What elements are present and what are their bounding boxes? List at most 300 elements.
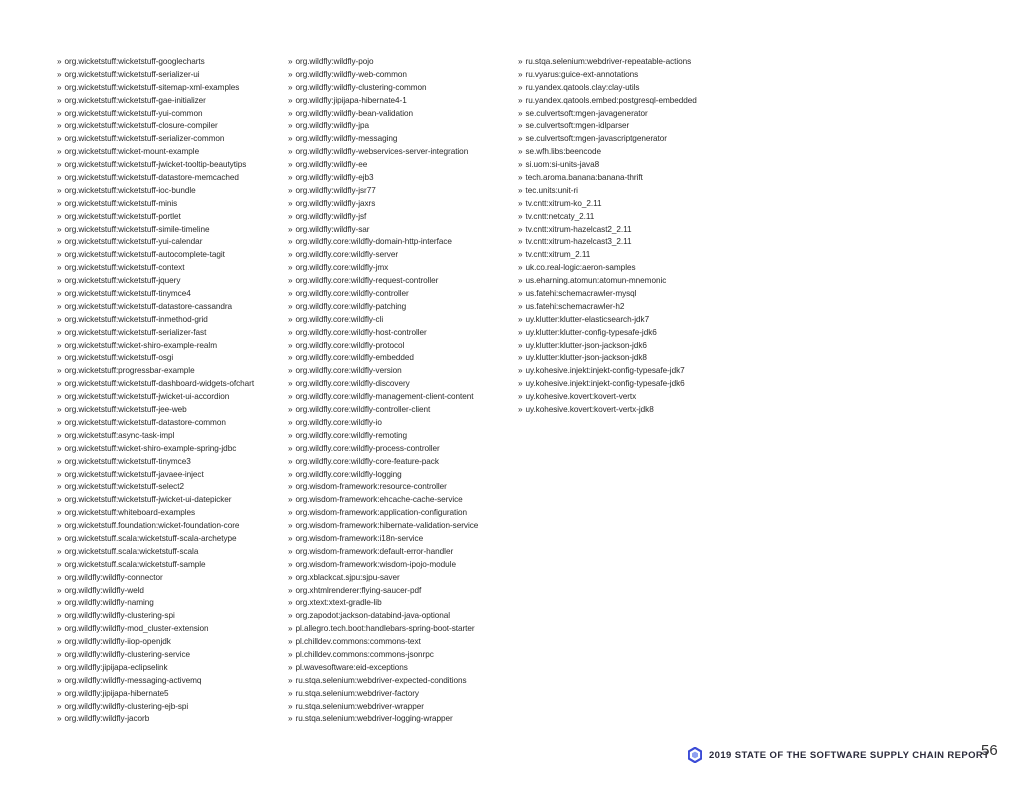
artifact-name: se.culvertsoft:mgen-javagenerator — [525, 108, 648, 118]
artifact-name: org.wisdom-framework:application-configuration — [295, 508, 468, 518]
artifact-list-item — [288, 469, 478, 482]
artifact-list-item — [288, 133, 478, 146]
bullet-icon: » — [288, 82, 293, 92]
bullet-icon: » — [288, 353, 293, 363]
artifact-name: uy.klutter:klutter-json-jackson-jdk8 — [525, 353, 647, 363]
artifact-name: org.wildfly:wildfly-jaxrs — [295, 198, 376, 208]
artifact-list-item — [288, 559, 478, 572]
bullet-icon: » — [288, 185, 293, 195]
artifact-list-item — [288, 69, 478, 82]
bullet-icon: » — [57, 263, 62, 273]
artifact-name: org.wicketstuff:wicketstuff-serializer-fast — [64, 327, 207, 337]
bullet-icon: » — [288, 405, 293, 415]
artifact-name: org.wildfly.core:wildfly-remoting — [295, 430, 408, 440]
artifact-list-item — [518, 211, 697, 224]
artifact-list-item — [288, 108, 478, 121]
bullet-icon: » — [57, 69, 62, 79]
bullet-icon: » — [288, 250, 293, 260]
artifact-name: org.wildfly.core:wildfly-logging — [295, 469, 402, 479]
artifact-list-item — [518, 275, 697, 288]
artifact-list-item — [57, 159, 254, 172]
artifact-list-item — [518, 133, 697, 146]
artifact-list-item — [288, 120, 478, 133]
artifact-name: org.wicketstuff:wicketstuff-autocomplete-tagit — [64, 250, 225, 260]
artifact-name: org.wildfly.core:wildfly-controller-client — [295, 405, 431, 415]
bullet-icon: » — [518, 160, 523, 170]
artifact-list-item — [288, 636, 478, 649]
artifact-list-item — [288, 378, 478, 391]
artifact-name: us.fatehi:schemacrawler-mysql — [525, 289, 637, 299]
artifact-name: ru.stqa.selenium:webdriver-factory — [295, 688, 419, 698]
artifact-name: tv.cntt:xitrum_2.11 — [525, 250, 591, 260]
artifact-name: org.wicketstuff:wicketstuff-jwicket-ui-datepicker — [64, 495, 232, 505]
artifact-list-item — [288, 417, 478, 430]
bullet-icon: » — [57, 624, 62, 634]
bullet-icon: » — [518, 314, 523, 324]
artifact-name: ru.stqa.selenium:webdriver-expected-conditions — [295, 675, 467, 685]
bullet-icon: » — [288, 624, 293, 634]
artifact-name: org.wildfly:wildfly-naming — [64, 598, 154, 608]
artifact-name: org.wicketstuff:wicketstuff-dashboard-widgets-ofchart — [64, 379, 255, 389]
artifact-list-item — [57, 249, 254, 262]
artifact-list-item — [288, 288, 478, 301]
artifact-name: uy.klutter:klutter-config-typesafe-jdk6 — [525, 327, 657, 337]
artifact-list-item — [288, 314, 478, 327]
artifact-name: org.xblackcat.sjpu:sjpu-saver — [295, 572, 400, 582]
artifact-list-item — [288, 198, 478, 211]
bullet-icon: » — [57, 211, 62, 221]
artifact-name: org.wildfly:wildfly-clustering-spi — [64, 611, 175, 621]
artifact-name: org.wisdom-framework:resource-controller — [295, 482, 447, 492]
artifact-name: org.wicketstuff:wicketstuff-osgi — [64, 353, 174, 363]
artifact-list-column-1 — [57, 56, 254, 726]
bullet-icon: » — [288, 701, 293, 711]
artifact-name: tv.cntt:xitrum-ko_2.11 — [525, 198, 602, 208]
artifact-list-item — [57, 404, 254, 417]
bullet-icon: » — [288, 637, 293, 647]
artifact-name: org.wildfly.core:wildfly-version — [295, 366, 402, 376]
artifact-list-item — [518, 262, 697, 275]
bullet-icon: » — [57, 289, 62, 299]
bullet-icon: » — [57, 327, 62, 337]
artifact-name: org.zapodot:jackson-databind-java-optional — [295, 611, 450, 621]
bullet-icon: » — [518, 211, 523, 221]
artifact-list-item — [288, 56, 478, 69]
bullet-icon: » — [57, 495, 62, 505]
bullet-icon: » — [57, 546, 62, 556]
artifact-name: org.wicketstuff:wicketstuff-datastore-cassandra — [64, 301, 233, 311]
artifact-list-item — [57, 172, 254, 185]
bullet-icon: » — [57, 276, 62, 286]
artifact-list-item — [288, 146, 478, 159]
artifact-name: pl.chilldev.commons:commons-jsonrpc — [295, 649, 434, 659]
artifact-list-item — [57, 365, 254, 378]
artifact-name: org.wildfly.core:wildfly-process-controller — [295, 443, 440, 453]
artifact-list-item — [288, 301, 478, 314]
artifact-list-item — [57, 494, 254, 507]
bullet-icon: » — [57, 701, 62, 711]
artifact-name: org.wildfly.core:wildfly-protocol — [295, 340, 405, 350]
bullet-icon: » — [288, 585, 293, 595]
bullet-icon: » — [288, 611, 293, 621]
bullet-icon: » — [57, 340, 62, 350]
artifact-list-item — [57, 507, 254, 520]
artifact-list-item — [57, 701, 254, 714]
artifact-name: org.wicketstuff:wicketstuff-minis — [64, 198, 178, 208]
artifact-name: uy.klutter:klutter-json-jackson-jdk6 — [525, 340, 647, 350]
bullet-icon: » — [57, 160, 62, 170]
artifact-name: org.wildfly:wildfly-weld — [64, 585, 144, 595]
artifact-name: org.wicketstuff.foundation:wicket-foundation-core — [64, 521, 240, 531]
artifact-name: se.wfh.libs:beencode — [525, 147, 601, 157]
artifact-list-item — [288, 443, 478, 456]
artifact-name: org.wicketstuff:wicketstuff-serializer-ui — [64, 69, 200, 79]
artifact-list-item — [57, 443, 254, 456]
bullet-icon: » — [57, 417, 62, 427]
artifact-name: org.xhtmlrenderer:flying-saucer-pdf — [295, 585, 422, 595]
artifact-list-item — [57, 675, 254, 688]
artifact-list-column-2 — [288, 56, 478, 726]
artifact-name: org.wicketstuff:wicketstuff-jquery — [64, 276, 181, 286]
bullet-icon: » — [288, 714, 293, 724]
bullet-icon: » — [57, 688, 62, 698]
artifact-name: ru.stqa.selenium:webdriver-repeatable-actions — [525, 57, 692, 66]
artifact-list-item — [288, 352, 478, 365]
artifact-list-item — [288, 623, 478, 636]
artifact-name: org.wicketstuff.scala:wicketstuff-sample — [64, 559, 206, 569]
artifact-list-item — [57, 120, 254, 133]
artifact-name: org.wildfly.core:wildfly-host-controller — [295, 327, 427, 337]
bullet-icon: » — [518, 379, 523, 389]
artifact-list-item — [288, 327, 478, 340]
artifact-name: org.wildfly:wildfly-jsr77 — [295, 185, 376, 195]
artifact-list-item — [57, 546, 254, 559]
artifact-list-item — [518, 95, 697, 108]
artifact-list-item — [288, 481, 478, 494]
bullet-icon: » — [57, 585, 62, 595]
artifact-list-item — [518, 172, 697, 185]
artifact-list-item — [57, 636, 254, 649]
bullet-icon: » — [288, 430, 293, 440]
bullet-icon: » — [288, 173, 293, 183]
artifact-list-item — [288, 211, 478, 224]
bullet-icon: » — [288, 443, 293, 453]
bullet-icon: » — [518, 405, 523, 415]
artifact-name: tv.cntt:xitrum-hazelcast3_2.11 — [525, 237, 632, 247]
bullet-icon: » — [288, 301, 293, 311]
bullet-icon: » — [288, 263, 293, 273]
bullet-icon: » — [288, 508, 293, 518]
artifact-list-item — [288, 456, 478, 469]
artifact-list-item — [288, 649, 478, 662]
bullet-icon: » — [57, 637, 62, 647]
artifact-list-item — [57, 185, 254, 198]
artifact-name: org.wildfly:wildfly-clustering-ejb-spi — [64, 701, 189, 711]
artifact-name: se.culvertsoft:mgen-javascriptgenerator — [525, 134, 667, 144]
bullet-icon: » — [518, 289, 523, 299]
artifact-list-item — [57, 211, 254, 224]
artifact-list-item — [57, 481, 254, 494]
bullet-icon: » — [288, 688, 293, 698]
bullet-icon: » — [57, 598, 62, 608]
artifact-name: org.wicketstuff:wicketstuff-context — [64, 263, 185, 273]
hexagon-logo-icon — [688, 747, 702, 763]
report-title: 2019 STATE OF THE SOFTWARE SUPPLY CHAIN REPORT — [709, 749, 990, 761]
bullet-icon: » — [57, 443, 62, 453]
artifact-name: se.culvertsoft:mgen-idlparser — [525, 121, 630, 131]
artifact-name: org.wisdom-framework:i18n-service — [295, 533, 424, 543]
bullet-icon: » — [518, 237, 523, 247]
bullet-icon: » — [57, 469, 62, 479]
artifact-list-item — [288, 224, 478, 237]
artifact-list-item — [57, 520, 254, 533]
artifact-name: us.eharning.atomun:atomun-mnemonic — [525, 276, 667, 286]
artifact-list-item — [57, 108, 254, 121]
artifact-name: ru.stqa.selenium:webdriver-logging-wrapper — [295, 714, 453, 724]
bullet-icon: » — [57, 392, 62, 402]
bullet-icon: » — [288, 379, 293, 389]
artifact-name: org.wicketstuff:wicketstuff-select2 — [64, 482, 184, 492]
artifact-list-item — [57, 262, 254, 275]
artifact-list-item — [288, 365, 478, 378]
artifact-list-item — [518, 120, 697, 133]
artifact-list-item — [57, 469, 254, 482]
bullet-icon: » — [57, 95, 62, 105]
artifact-list-item — [57, 275, 254, 288]
bullet-icon: » — [288, 134, 293, 144]
artifact-list-item — [57, 95, 254, 108]
artifact-list-item — [288, 546, 478, 559]
bullet-icon: » — [288, 521, 293, 531]
artifact-name: org.wicketstuff:wicketstuff-datastore-memcached — [64, 173, 239, 183]
bullet-icon: » — [518, 95, 523, 105]
artifact-name: org.wildfly.core:wildfly-server — [295, 250, 398, 260]
artifact-name: pl.wavesoftware:eid-exceptions — [295, 662, 408, 672]
artifact-name: org.wisdom-framework:hibernate-validation-service — [295, 521, 479, 531]
bullet-icon: » — [288, 340, 293, 350]
bullet-icon: » — [288, 675, 293, 685]
artifact-list-item — [518, 146, 697, 159]
artifact-name: ru.yandex.qatools.embed:postgresql-embedded — [525, 95, 697, 105]
bullet-icon: » — [57, 250, 62, 260]
artifact-list-item — [518, 314, 697, 327]
bullet-icon: » — [288, 649, 293, 659]
bullet-icon: » — [57, 508, 62, 518]
artifact-list-item — [288, 185, 478, 198]
artifact-name: pl.chilldev.commons:commons-text — [295, 637, 421, 647]
bullet-icon: » — [288, 211, 293, 221]
artifact-list-item — [518, 301, 697, 314]
artifact-name: org.wildfly:jipijapa-hibernate5 — [64, 688, 169, 698]
bullet-icon: » — [288, 546, 293, 556]
artifact-name: org.xtext:xtext-gradle-lib — [295, 598, 382, 608]
bullet-icon: » — [518, 57, 523, 66]
bullet-icon: » — [288, 482, 293, 492]
bullet-icon: » — [288, 95, 293, 105]
artifact-name: org.wisdom-framework:ehcache-cache-service — [295, 495, 463, 505]
artifact-name: org.wildfly.core:wildfly-io — [295, 417, 382, 427]
bullet-icon: » — [518, 173, 523, 183]
artifact-name: org.wicketstuff:wicketstuff-yui-calendar — [64, 237, 203, 247]
artifact-name: org.wildfly:wildfly-web-common — [295, 69, 407, 79]
artifact-list-column-3 — [518, 56, 697, 417]
artifact-list-item — [57, 688, 254, 701]
artifact-list-item — [518, 288, 697, 301]
bullet-icon: » — [57, 430, 62, 440]
artifact-name: tec.units:unit-ri — [525, 185, 578, 195]
artifact-list-item — [57, 430, 254, 443]
bullet-icon: » — [518, 353, 523, 363]
artifact-list-item — [288, 340, 478, 353]
artifact-list-item — [57, 597, 254, 610]
artifact-name: ru.stqa.selenium:webdriver-wrapper — [295, 701, 424, 711]
bullet-icon: » — [57, 533, 62, 543]
artifact-list-item — [57, 533, 254, 546]
artifact-name: org.wildfly.core:wildfly-core-feature-pack — [295, 456, 439, 466]
artifact-list-item — [57, 378, 254, 391]
artifact-name: org.wildfly:wildfly-webservices-server-integration — [295, 147, 469, 157]
artifact-name: org.wicketstuff:wicket-shiro-example-spring-jdbc — [64, 443, 237, 453]
page-footer — [688, 744, 1008, 766]
artifact-name: org.wicketstuff:wicketstuff-googlecharts — [64, 57, 205, 66]
bullet-icon: » — [57, 714, 62, 724]
bullet-icon: » — [57, 572, 62, 582]
artifact-name: pl.allegro.tech.boot:handlebars-spring-boot-starter — [295, 624, 475, 634]
bullet-icon: » — [518, 185, 523, 195]
bullet-icon: » — [518, 134, 523, 144]
artifact-list-item — [288, 391, 478, 404]
bullet-icon: » — [288, 276, 293, 286]
bullet-icon: » — [57, 649, 62, 659]
artifact-list-item — [288, 572, 478, 585]
artifact-name: si.uom:si-units-java8 — [525, 160, 600, 170]
artifact-name: org.wildfly:wildfly-messaging — [295, 134, 398, 144]
artifact-name: org.wildfly.core:wildfly-management-client-content — [295, 392, 474, 402]
artifact-name: uk.co.real-logic:aeron-samples — [525, 263, 636, 273]
artifact-list-item — [288, 520, 478, 533]
artifact-list-item — [57, 352, 254, 365]
artifact-list-item — [57, 236, 254, 249]
artifact-name: org.wildfly:wildfly-clustering-common — [295, 82, 427, 92]
bullet-icon: » — [288, 121, 293, 131]
artifact-name: org.wicketstuff:wicketstuff-jwicket-ui-accordion — [64, 392, 230, 402]
artifact-name: us.fatehi:schemacrawler-h2 — [525, 301, 625, 311]
artifact-name: org.wildfly:wildfly-jsf — [295, 211, 367, 221]
artifact-name: org.wicketstuff:progressbar-example — [64, 366, 195, 376]
artifact-name: org.wicketstuff:wicketstuff-serializer-common — [64, 134, 225, 144]
bullet-icon: » — [288, 237, 293, 247]
artifact-name: org.wicketstuff:wicketstuff-ioc-bundle — [64, 185, 196, 195]
bullet-icon: » — [288, 69, 293, 79]
artifact-name: org.wildfly:wildfly-pojo — [295, 57, 374, 66]
bullet-icon: » — [518, 327, 523, 337]
bullet-icon: » — [57, 224, 62, 234]
artifact-list-item — [518, 198, 697, 211]
artifact-list-item — [57, 288, 254, 301]
artifact-list-item — [288, 494, 478, 507]
artifact-name: org.wildfly:wildfly-ee — [295, 160, 368, 170]
artifact-name: tv.cntt:netcaty_2.11 — [525, 211, 595, 221]
artifact-name: org.wicketstuff:whiteboard-examples — [64, 508, 196, 518]
artifact-list-item — [518, 391, 697, 404]
artifact-list-item — [57, 133, 254, 146]
artifact-list-item — [57, 623, 254, 636]
artifact-list-item — [57, 198, 254, 211]
artifact-list-item — [57, 69, 254, 82]
artifact-list-item — [288, 159, 478, 172]
artifact-list-item — [288, 430, 478, 443]
artifact-list-item — [518, 108, 697, 121]
artifact-list-item — [288, 82, 478, 95]
artifact-list-item — [518, 378, 697, 391]
artifact-list-item — [518, 159, 697, 172]
bullet-icon: » — [288, 417, 293, 427]
artifact-name: org.wicketstuff:wicketstuff-jee-web — [64, 405, 187, 415]
artifact-list-item — [288, 507, 478, 520]
bullet-icon: » — [57, 173, 62, 183]
artifact-name: uy.kohesive.injekt:injekt-config-typesafe-jdk6 — [525, 379, 685, 389]
artifact-list-item — [57, 391, 254, 404]
artifact-list-item — [57, 417, 254, 430]
artifact-list-item — [57, 56, 254, 69]
artifact-list-item — [57, 456, 254, 469]
artifact-name: uy.kohesive.kovert:kovert-vertx — [525, 392, 637, 402]
artifact-name: org.wildfly.core:wildfly-cli — [295, 314, 384, 324]
artifact-name: uy.kohesive.kovert:kovert-vertx-jdk8 — [525, 405, 654, 415]
artifact-name: tech.aroma.banana:banana-thrift — [525, 173, 643, 183]
artifact-name: org.wildfly:wildfly-mod_cluster-extension — [64, 624, 209, 634]
artifact-name: org.wicketstuff:wicketstuff-gae-initializer — [64, 95, 206, 105]
artifact-name: org.wicketstuff:wicketstuff-tinymce3 — [64, 456, 191, 466]
bullet-icon: » — [518, 263, 523, 273]
bullet-icon: » — [288, 598, 293, 608]
artifact-list-item — [288, 249, 478, 262]
artifact-list-item — [57, 713, 254, 726]
artifact-list-item — [518, 236, 697, 249]
artifact-name: org.wildfly.core:wildfly-patching — [295, 301, 407, 311]
artifact-name: org.wicketstuff:wicketstuff-closure-compiler — [64, 121, 218, 131]
bullet-icon: » — [518, 108, 523, 118]
artifact-list-item — [57, 585, 254, 598]
bullet-icon: » — [57, 521, 62, 531]
artifact-name: org.wicketstuff:wicketstuff-simile-timeline — [64, 224, 210, 234]
bullet-icon: » — [57, 198, 62, 208]
artifact-name: org.wildfly.core:wildfly-embedded — [295, 353, 414, 363]
bullet-icon: » — [57, 611, 62, 621]
bullet-icon: » — [288, 456, 293, 466]
bullet-icon: » — [57, 405, 62, 415]
artifact-list-item — [518, 224, 697, 237]
bullet-icon: » — [57, 559, 62, 569]
artifact-list-item — [57, 82, 254, 95]
bullet-icon: » — [518, 366, 523, 376]
artifact-name: org.wicketstuff:wicketstuff-yui-common — [64, 108, 203, 118]
bullet-icon: » — [57, 353, 62, 363]
artifact-list-item — [518, 69, 697, 82]
bullet-icon: » — [518, 301, 523, 311]
artifact-list-item — [288, 597, 478, 610]
artifact-list-item — [518, 249, 697, 262]
bullet-icon: » — [288, 160, 293, 170]
bullet-icon: » — [57, 314, 62, 324]
artifact-name: org.wisdom-framework:wisdom-ipojo-module — [295, 559, 456, 569]
artifact-list-item — [288, 688, 478, 701]
artifact-list-item — [518, 340, 697, 353]
bullet-icon: » — [518, 147, 523, 157]
artifact-name: org.wildfly:jipijapa-eclipselink — [64, 662, 168, 672]
artifact-list-item — [57, 146, 254, 159]
artifact-name: org.wicketstuff:wicketstuff-javaee-inject — [64, 469, 204, 479]
